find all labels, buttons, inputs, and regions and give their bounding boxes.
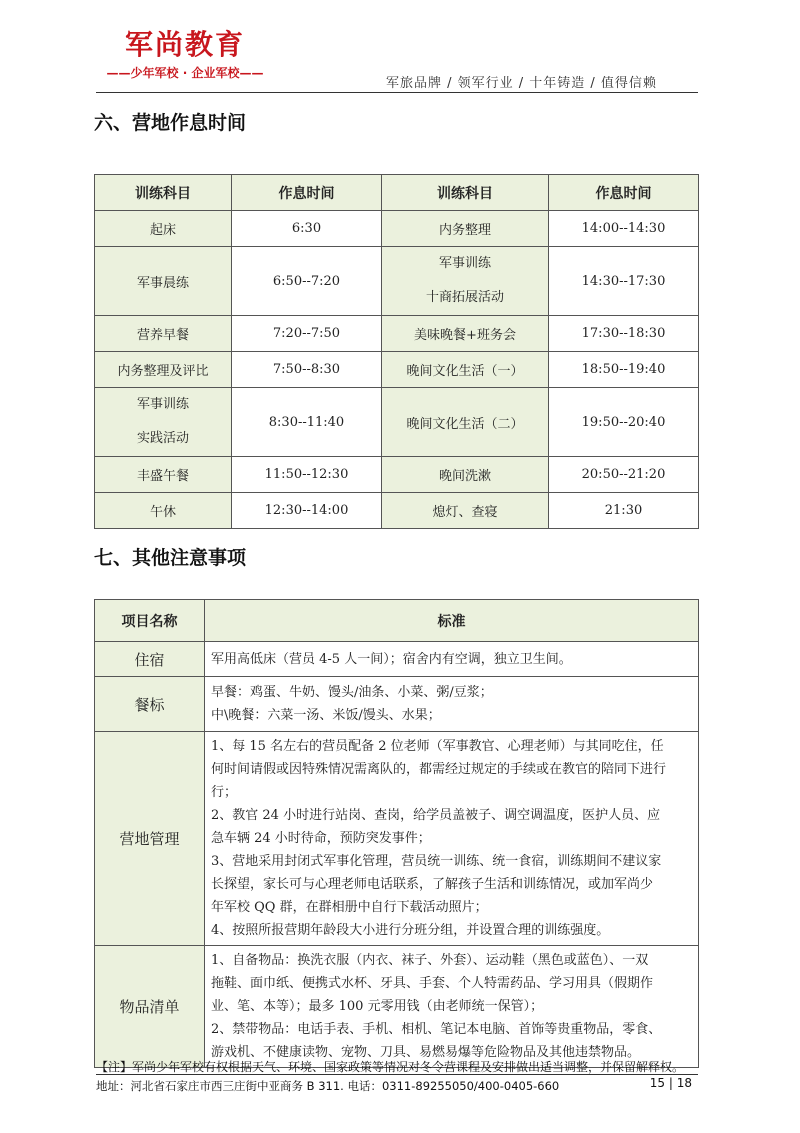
table-row	[95, 247, 699, 316]
body-line: 2、禁带物品：电话手表、手机、相机、笔记本电脑、首饰等贵重物品，零食、	[211, 1022, 662, 1037]
subject-cell: 晚间文化生活（二）	[382, 388, 549, 457]
header-cell: 作息时间	[232, 175, 382, 211]
logo-main-text: 军尚教育	[124, 28, 245, 61]
schedule-table	[94, 174, 699, 529]
time-cell: 8:30--11:40	[232, 388, 382, 457]
subject-cell: 起床	[95, 211, 232, 247]
table-row	[95, 211, 699, 247]
item-body	[205, 677, 699, 732]
company-logo	[100, 28, 270, 81]
body-line: 长探望，家长可与心理老师电话联系，了解孩子生活和训练情况，或加军尚少	[211, 877, 654, 892]
table-header-row	[95, 600, 699, 642]
subject-cell	[95, 388, 232, 457]
time-cell: 21:30	[549, 493, 699, 529]
item-body	[205, 946, 699, 1068]
footer-note: 【注】军尚少年军校有权根据天气、环境、国家政策等情况对冬令营课程及安排做出适当调整，并保留解释权。	[96, 1060, 685, 1074]
subject-cell: 内务整理及评比	[95, 352, 232, 388]
body-line: 行；	[211, 785, 238, 800]
footer-address: 地址：河北省石家庄市西三庄街中亚商务 B 311. 电话：0311-89255050/400-0405-660	[96, 1079, 560, 1093]
body-line: 拖鞋、面巾纸、便携式水杯、牙具、手套、个人特需药品、学习用具（假期作	[211, 976, 654, 991]
body-line: 军用高低床（营员 4-5 人一间）；宿舍内有空调，独立卫生间。	[211, 651, 572, 667]
subject-cell: 晚间文化生活（一）	[382, 352, 549, 388]
table-row	[95, 946, 699, 1068]
subject-line: 军事训练	[136, 397, 189, 412]
body-line: 急车辆 24 小时待命，预防突发事件；	[211, 831, 431, 846]
body-line: 1、自备物品：换洗衣服（内衣、袜子、外套）、运动鞋（黑色或蓝色）、一双	[211, 953, 649, 968]
body-line: 早餐：鸡蛋、牛奶、馒头/油条、小菜、粥/豆浆；	[211, 685, 493, 700]
time-cell: 14:00--14:30	[549, 211, 699, 247]
header-cell: 训练科目	[95, 175, 232, 211]
table-header-row	[95, 175, 699, 211]
header-cell: 作息时间	[549, 175, 699, 211]
table-row	[95, 388, 699, 457]
header-cell: 项目名称	[95, 600, 205, 642]
table-row	[95, 316, 699, 352]
time-cell: 7:50--8:30	[232, 352, 382, 388]
header-divider	[96, 92, 698, 93]
logo-subtitle: ——少年军校 · 企业军校——	[106, 66, 264, 80]
time-cell: 14:30--17:30	[549, 247, 699, 316]
table-row	[95, 677, 699, 732]
subject-cell: 美味晚餐+班务会	[382, 316, 549, 352]
body-line: 年军校 QQ 群，在群相册中自行下载活动照片；	[211, 900, 488, 915]
subject-cell: 营养早餐	[95, 316, 232, 352]
subject-line: 十商拓展活动	[425, 290, 504, 305]
time-cell: 6:50--7:20	[232, 247, 382, 316]
item-body	[205, 642, 699, 677]
header-cell: 训练科目	[382, 175, 549, 211]
table-row	[95, 642, 699, 677]
section-title-schedule: 六、营地作息时间	[94, 112, 247, 134]
subject-cell: 熄灯、查寝	[382, 493, 549, 529]
body-line: 何时间请假或因特殊情况需离队的，都需经过规定的手续或在教官的陪同下进行	[211, 762, 667, 777]
body-line: 2、教官 24 小时进行站岗、查岗，给学员盖被子、调空调温度，医护人员、应	[211, 808, 661, 823]
notes-table	[94, 599, 699, 1068]
time-cell: 18:50--19:40	[549, 352, 699, 388]
footer-divider	[96, 1074, 698, 1075]
table-row	[95, 493, 699, 529]
subject-cell: 内务整理	[382, 211, 549, 247]
subject-cell: 军事晨练	[95, 247, 232, 316]
page-number: 15 | 18	[649, 1076, 692, 1090]
time-cell: 20:50--21:20	[549, 457, 699, 493]
subject-line: 军事训练	[438, 256, 491, 271]
body-line: 中\晚餐：六菜一汤、米饭/馒头、水果；	[211, 708, 441, 723]
header-slogan: 军旅品牌 / 领军行业 / 十年铸造 / 值得信赖	[386, 76, 657, 91]
body-line: 业、笔、本等）；最多 100 元零用钱（由老师统一保管）；	[211, 999, 544, 1014]
subject-cell: 晚间洗漱	[382, 457, 549, 493]
table-row	[95, 732, 699, 946]
subject-cell: 丰盛午餐	[95, 457, 232, 493]
section-title-notes: 七、其他注意事项	[94, 547, 247, 569]
item-body	[205, 732, 699, 946]
time-cell: 11:50--12:30	[232, 457, 382, 493]
body-line: 3、营地采用封闭式军事化管理，营员统一训练、统一食宿，训练期间不建议家	[211, 854, 662, 869]
item-label: 餐标	[95, 677, 205, 732]
body-line: 游戏机、不健康读物、宠物、刀具、易燃易爆等危险物品及其他违禁物品。	[211, 1045, 641, 1060]
table-row	[95, 457, 699, 493]
table-row	[95, 352, 699, 388]
body-line: 1、每 15 名左右的营员配备 2 位老师（军事教官、心理老师）与其同吃住，任	[211, 739, 664, 754]
header-cell: 标准	[205, 600, 699, 642]
time-cell: 17:30--18:30	[549, 316, 699, 352]
item-label: 住宿	[95, 642, 205, 677]
subject-cell: 午休	[95, 493, 232, 529]
body-line: 4、按照所报营期年龄段大小进行分班分组，并设置合理的训练强度。	[211, 923, 610, 938]
time-cell: 6:30	[232, 211, 382, 247]
time-cell: 12:30--14:00	[232, 493, 382, 529]
time-cell: 7:20--7:50	[232, 316, 382, 352]
subject-line: 实践活动	[136, 431, 189, 446]
subject-cell	[382, 247, 549, 316]
time-cell: 19:50--20:40	[549, 388, 699, 457]
item-label: 物品清单	[95, 946, 205, 1068]
item-label: 营地管理	[95, 732, 205, 946]
